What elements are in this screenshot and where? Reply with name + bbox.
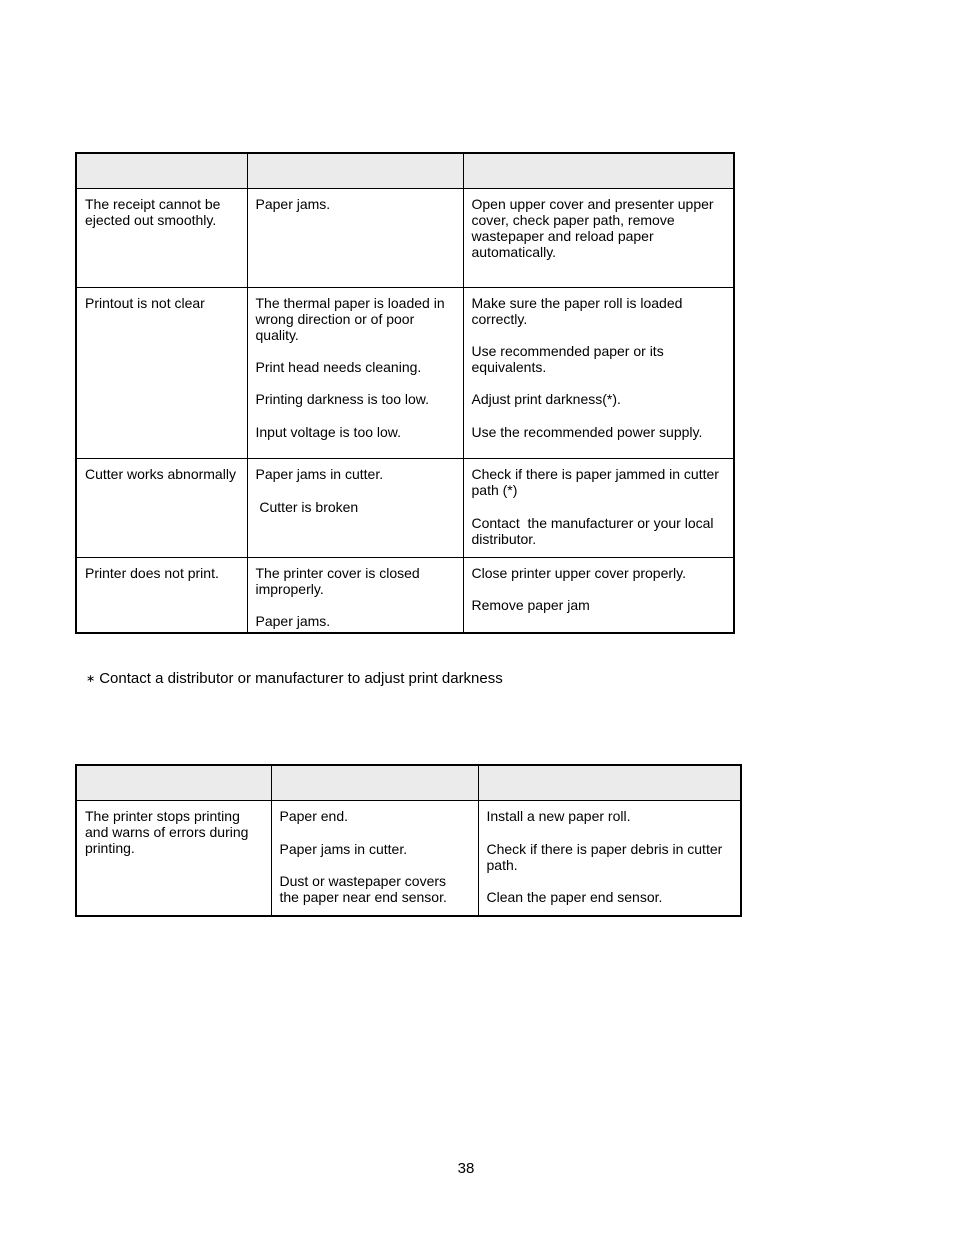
cell-text: path.	[486, 857, 518, 873]
troubleshooting-table-2	[75, 764, 742, 917]
cell-text: wastepaper and reload paper	[471, 228, 654, 244]
page-number: 38	[457, 1160, 475, 1177]
cell-text: wrong direction or of poor	[255, 311, 415, 327]
cell-text: ejected out smoothly.	[85, 212, 217, 228]
cause-cell	[247, 459, 463, 558]
cell-text: Print head needs cleaning.	[255, 359, 422, 375]
cell-text: Paper jams in cutter.	[279, 841, 408, 857]
header-cell-solution	[463, 153, 734, 189]
cell-text: Cutter works abnormally	[85, 466, 236, 482]
asterisk-icon: ∗	[86, 673, 96, 685]
solution-cell	[463, 459, 734, 558]
cell-text: Use recommended paper or its	[471, 343, 664, 359]
cause-cell	[271, 801, 478, 916]
cell-text: Printing darkness is too low.	[255, 391, 430, 407]
header-cell-solution	[478, 765, 741, 801]
cell-text: improperly.	[255, 581, 324, 597]
problem-cell	[76, 459, 247, 558]
cell-text: Remove paper jam	[471, 597, 590, 613]
cell-text: The receipt cannot be	[85, 196, 221, 212]
table-row	[76, 459, 734, 558]
cell-text: The printer stops printing	[85, 808, 240, 824]
header-cell-cause	[271, 765, 478, 801]
cell-text: quality.	[255, 327, 299, 343]
cell-text: Check if there is paper debris in cutter	[486, 841, 723, 857]
header-cell-problem	[76, 153, 247, 189]
problem-cell	[76, 801, 271, 916]
cell-text: Dust or wastepaper covers	[279, 873, 447, 889]
cell-text: The thermal paper is loaded in	[255, 295, 445, 311]
solution-cell	[463, 189, 734, 288]
solution-cell	[463, 558, 734, 633]
cell-text: Input voltage is too low.	[255, 424, 402, 440]
table-header-row	[76, 765, 741, 801]
solution-cell	[463, 288, 734, 459]
header-cell-problem	[76, 765, 271, 801]
cause-cell	[247, 558, 463, 633]
cell-text: Printout is not clear	[85, 295, 205, 311]
cell-text: distributor.	[471, 531, 537, 547]
cell-text: Contact the manufacturer or your local	[471, 515, 714, 531]
header-cell-cause	[247, 153, 463, 189]
cause-cell	[247, 288, 463, 459]
cell-text: Check if there is paper jammed in cutter	[471, 466, 719, 482]
cell-text: The printer cover is closed	[255, 565, 420, 581]
cell-text: Use the recommended power supply.	[471, 424, 703, 440]
cell-text: and warns of errors during	[85, 824, 249, 840]
footnote-text: Contact a distributor or manufacturer to adjust print darkness	[99, 670, 503, 687]
cell-text: Printer does not print.	[85, 565, 219, 581]
cell-text: Paper jams.	[255, 196, 331, 212]
cell-text: Close printer upper cover properly.	[471, 565, 687, 581]
cell-text: cover, check paper path, remove	[471, 212, 675, 228]
cell-text: printing.	[85, 840, 135, 856]
cell-text: Install a new paper roll.	[486, 808, 631, 824]
cell-text: automatically.	[471, 244, 557, 260]
cell-text: path (*)	[471, 482, 518, 498]
problem-cell	[76, 558, 247, 633]
footnote	[86, 670, 503, 688]
problem-cell	[76, 189, 247, 288]
table-row	[76, 288, 734, 459]
cell-text: Cutter is broken	[255, 499, 359, 515]
table-row	[76, 801, 741, 916]
cell-text: Make sure the paper roll is loaded	[471, 295, 683, 311]
cell-text: equivalents.	[471, 359, 547, 375]
cell-text: Adjust print darkness(*).	[471, 391, 621, 407]
problem-cell	[76, 288, 247, 459]
cell-text: correctly.	[471, 311, 528, 327]
cause-cell	[247, 189, 463, 288]
cell-text: Paper jams in cutter.	[255, 466, 384, 482]
solution-cell	[478, 801, 741, 916]
table-row	[76, 189, 734, 288]
cell-text: the paper near end sensor.	[279, 889, 447, 905]
table-row	[76, 558, 734, 633]
cell-text: Paper jams.	[255, 613, 331, 629]
cell-text: Clean the paper end sensor.	[486, 889, 663, 905]
cell-text: Paper end.	[279, 808, 348, 824]
troubleshooting-table-1	[75, 152, 735, 634]
table-header-row	[76, 153, 734, 189]
cell-text: Open upper cover and presenter upper	[471, 196, 714, 212]
